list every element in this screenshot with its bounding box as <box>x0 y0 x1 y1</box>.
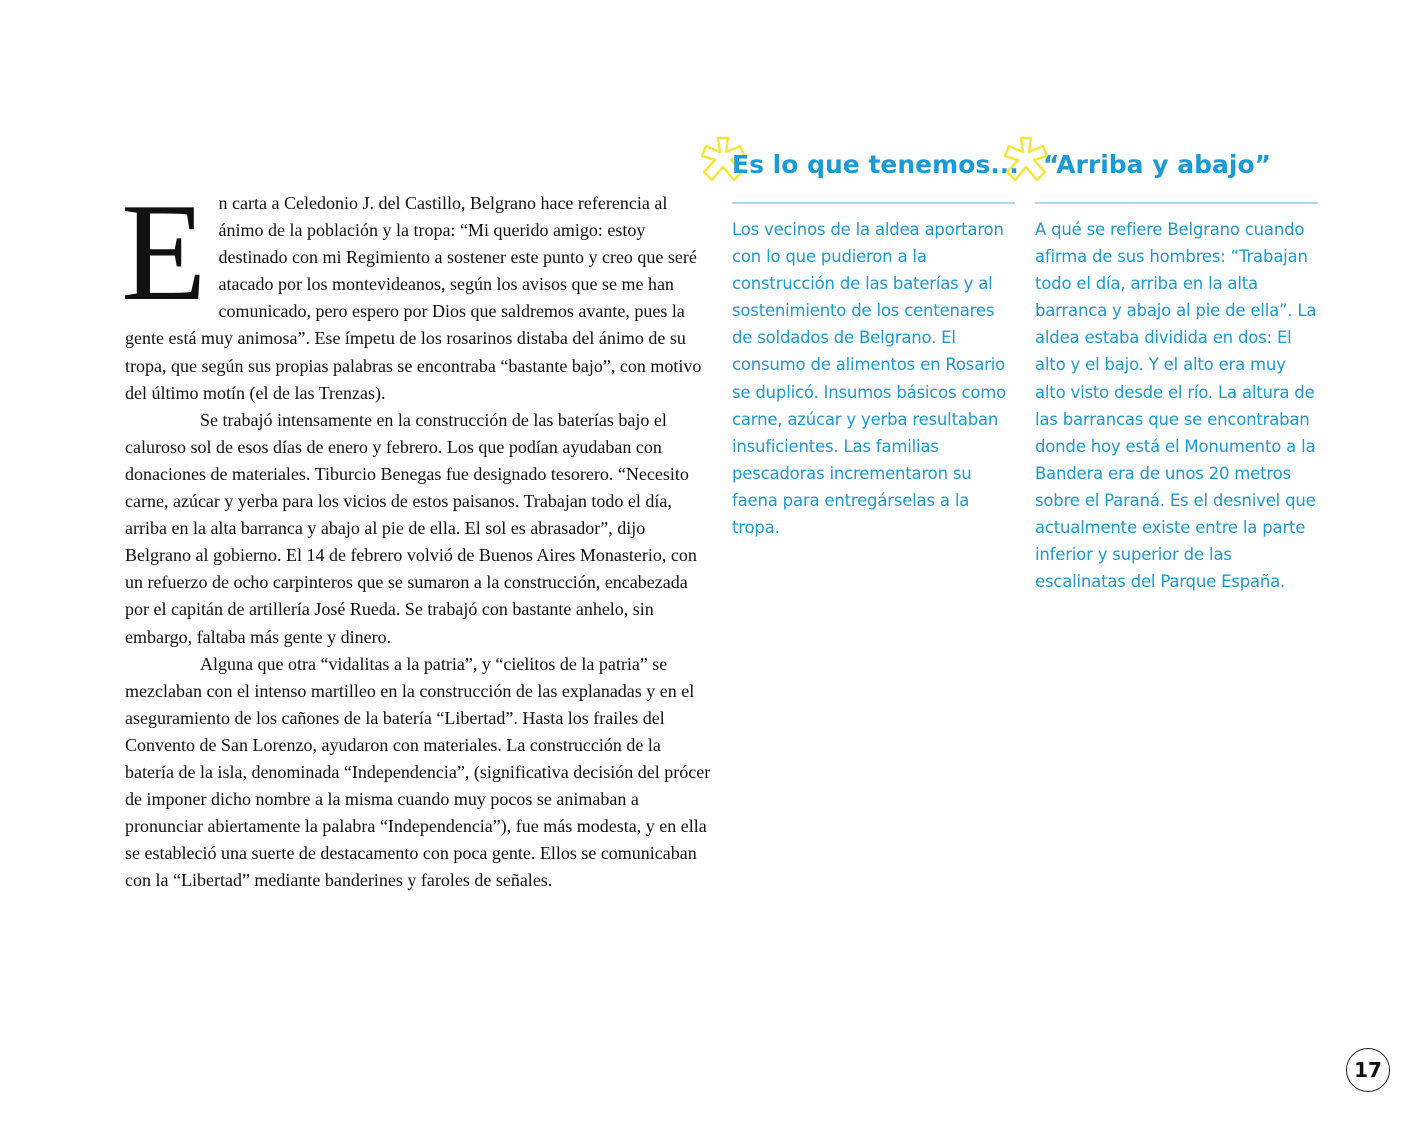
sidebar-left-divider <box>732 202 1015 204</box>
article-paragraph-1-text: n carta a Celedonio J. del Castillo, Belgrano hace referencia al ánimo de la población y la tropa: “Mi querido amigo: estoy destinado con mi Regimiento a sostener este punto y creo que seré atacado por los montevideanos, según los avisos que se me han comunicado, pero espero por Dios que saldremos avante, pues la gente está muy animosa”. Ese ímpetu de los rosarinos distaba del ánimo de su tropa, que según sus propias palabras se encontraba “bastante bajo”, con motivo del último motín (el de las Trenzas). <box>125 193 702 403</box>
sidebar-right-body: A qué se refiere Belgrano cuando afirma de sus hombres: “Trabajan todo el día, arriba en la alta barranca y abajo al pie de ella”. La aldea estaba dividida en dos: El alto y el bajo. Y el alto era muy alto visto desde el río. La altura de las barrancas que se encontraban donde hoy está el Monumento a la Bandera era de unos 20 metros sobre el Paraná. Es el desnivel que actualmente existe entre la parte inferior y superior de las escalinatas del Parque España. <box>1035 220 1317 592</box>
sidebar-es-lo-que-tenemos <box>732 150 1019 541</box>
sidebar-arriba-y-abajo <box>1035 150 1318 595</box>
page-number: 17 <box>1346 1048 1390 1092</box>
sidebar-right-title: “Arriba y abajo” <box>1043 150 1272 179</box>
article-paragraph-2: Se trabajó intensamente en la construcción de las baterías bajo el caluroso sol de esos días de enero y febrero. Los que podían ayudaban con donaciones de materiales. Tiburcio Benegas fue designado tesorero. “Necesito carne, azúcar y yerba para los vicios de estos paisanos. Trabajan todo el día, arriba en la alta barranca y abajo al pie de ella. El sol es abrasador”, dijo Belgrano al gobierno. El 14 de febrero volvió de Buenos Aires Monasterio, con un refuerzo de ocho carpinteros que se sumaron a la construcción, encabezada por el capitán de artillería José Rueda. Se trabajó con bastante anhelo, sin embargo, faltaba más gente y dinero. <box>125 409 697 647</box>
main-article <box>121 175 711 894</box>
article-paragraph-3: Alguna que otra “vidalitas a la patria”, y “cielitos de la patria” se mezclaban con el intenso martilleo en la construcción de las explanadas y en el aseguramiento de los cañones de la batería “Libertad”. Hasta los frailes del Convento de San Lorenzo, ayudaron con materiales. La construcción de la batería de la isla, denominada “Independencia”, (significativa decisión del prócer de imponer dicho nombre a la misma cuando muy pocos se animaban a pronunciar abiertamente la palabra “Independencia”), fue más modesta, y en ella se estableció una suerte de destacamento con poca gente. Ellos se comunicaban con la “Libertad” mediante banderines y faroles de señales. <box>125 653 711 891</box>
article-paragraph-1 <box>121 175 711 407</box>
sidebar-left-body: Los vecinos de la aldea aportaron con lo que pudieron a la construcción de las baterías y al sostenimiento de los centenares de soldados de Belgrano. El consumo de alimentos en Rosario se duplicó. Insumos básicos como carne, azúcar y yerba resultaban insuficientes. Las familias pescadoras incrementaron su faena para entregárselas a la tropa. <box>732 220 1007 538</box>
drop-cap: E <box>121 175 207 330</box>
sidebar-right-divider <box>1035 202 1318 204</box>
sidebar-left-title: Es lo que tenemos... <box>732 150 1019 179</box>
